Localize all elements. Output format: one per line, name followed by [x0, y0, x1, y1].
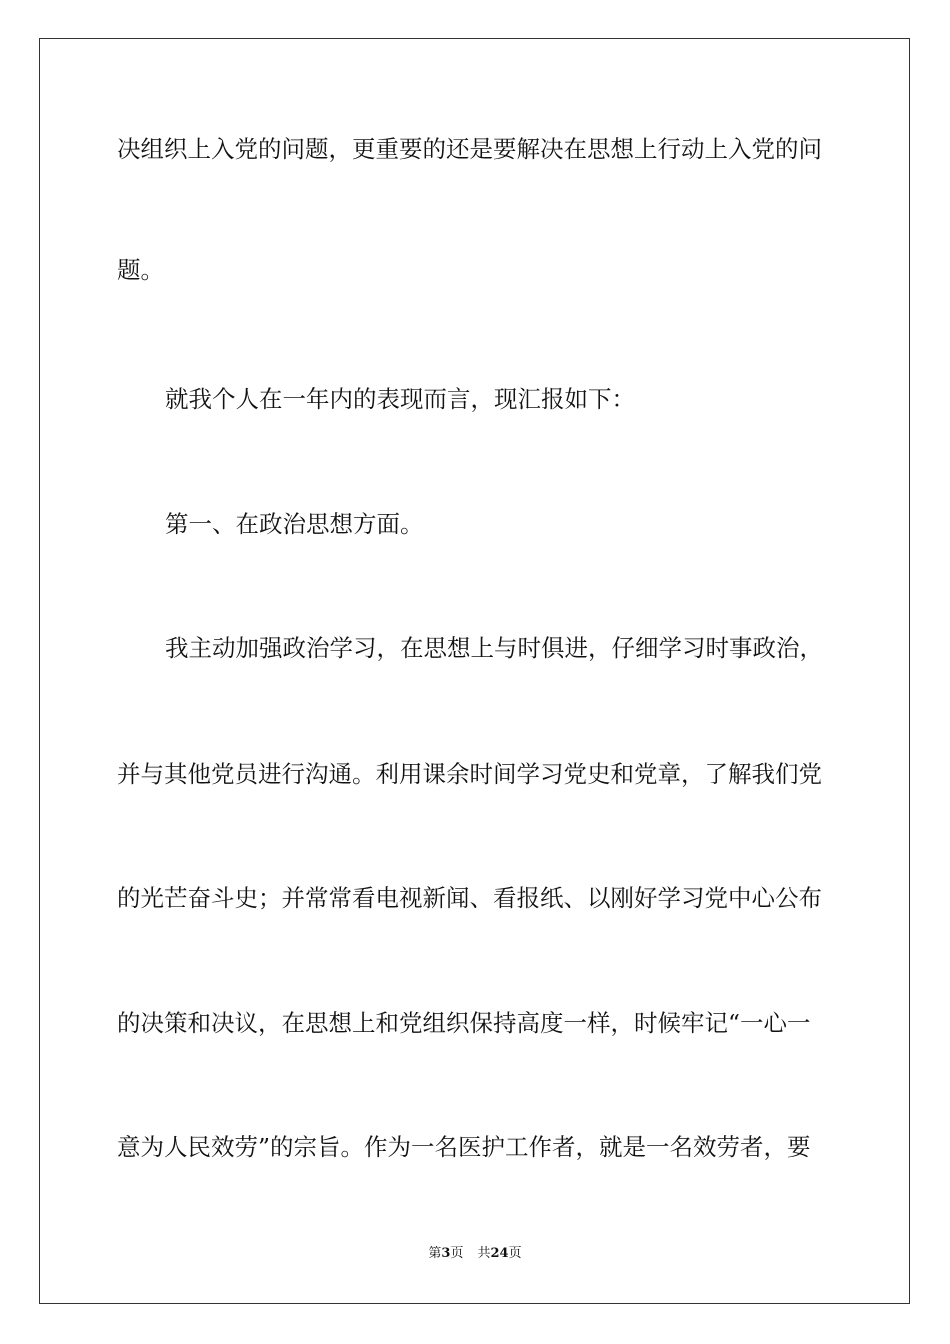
- total-suffix: 页: [508, 1246, 522, 1261]
- body-line-7: 的光芒奋斗史；并常常看电视新闻、看报纸、以刚好学习党中心公布: [117, 884, 822, 912]
- body-line-2: 题。: [117, 256, 164, 284]
- body-line-5: 我主动加强政治学习，在思想上与时俱进，仔细学习时事政治，: [165, 634, 823, 662]
- paragraph-intro: 就我个人在一年内的表现而言，现汇报如下：: [165, 385, 635, 413]
- body-line-6: 并与其他党员进行沟通。利用课余时间学习党史和党章，了解我们党: [117, 760, 822, 788]
- total-prefix: 共: [477, 1246, 491, 1261]
- page-border: [39, 38, 910, 1304]
- page-number: 3: [441, 1246, 451, 1261]
- body-line-9: 意为人民效劳”的宗旨。作为一名医护工作者，就是一名效劳者，要: [117, 1133, 811, 1161]
- page-footer: [0, 1245, 950, 1263]
- page-prefix: 第: [428, 1246, 442, 1261]
- section-heading: 第一、在政治思想方面。: [165, 510, 424, 538]
- body-line-8: 的决策和决议，在思想上和党组织保持高度一样，时候牢记“一心一: [117, 1009, 811, 1037]
- total-pages: 24: [490, 1246, 509, 1261]
- page-suffix: 页: [450, 1246, 464, 1261]
- body-line-1: 决组织上入党的问题，更重要的还是要解决在思想上行动上入党的问: [117, 135, 822, 163]
